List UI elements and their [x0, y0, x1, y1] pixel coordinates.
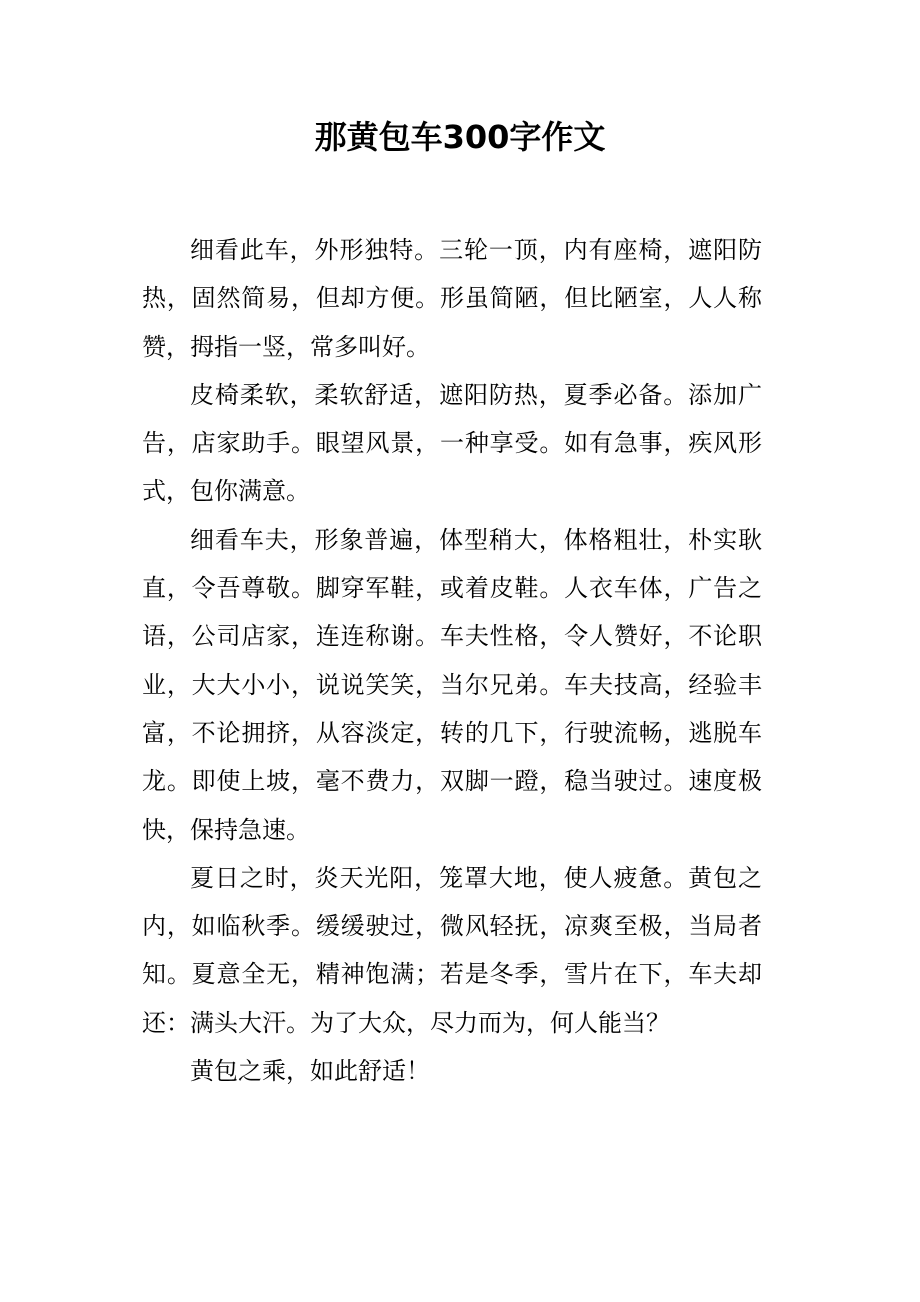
paragraph: 夏日之时，炎天光阳，笼罩大地，使人疲惫。黄包之内，如临秋季。缓缓驶过，微风轻抚，凉爽至极，当局者知。夏意全无，精神饱满；若是冬季，雪片在下，车夫却还：满头大汗。为了大众，尽力而为，何人能当？ — [142, 863, 762, 1037]
paragraph: 细看此车，外形独特。三轮一顶，内有座椅，遮阳防热，固然简易，但却方便。形虽简陋，但比陋室，人人称赞，拇指一竖，常多叫好。 — [142, 236, 762, 361]
paragraph: 细看车夫，形象普遍，体型稍大，体格粗壮，朴实耿直，令吾尊敬。脚穿军鞋，或着皮鞋。人衣车体，广告之语，公司店家，连连称谢。车夫性格，令人赞好，不论职业，大大小小，说说笑笑，当尔兄弟。车夫技高，经验丰富，不论拥挤，从容淡定，转的几下，行驶流畅，逃脱车龙。即使上坡，毫不费力，双脚一蹬，稳当驶过。速度极快，保持急速。 — [142, 525, 762, 844]
document-title: 那黄包车300字作文 — [314, 118, 606, 156]
paragraph: 黄包之乘，如此舒适！ — [190, 1057, 430, 1086]
paragraph: 皮椅柔软，柔软舒适，遮阳防热，夏季必备。添加广告，店家助手。眼望风景，一种享受。如有急事，疾风形式，包你满意。 — [142, 380, 762, 506]
essay-body — [142, 226, 762, 1095]
